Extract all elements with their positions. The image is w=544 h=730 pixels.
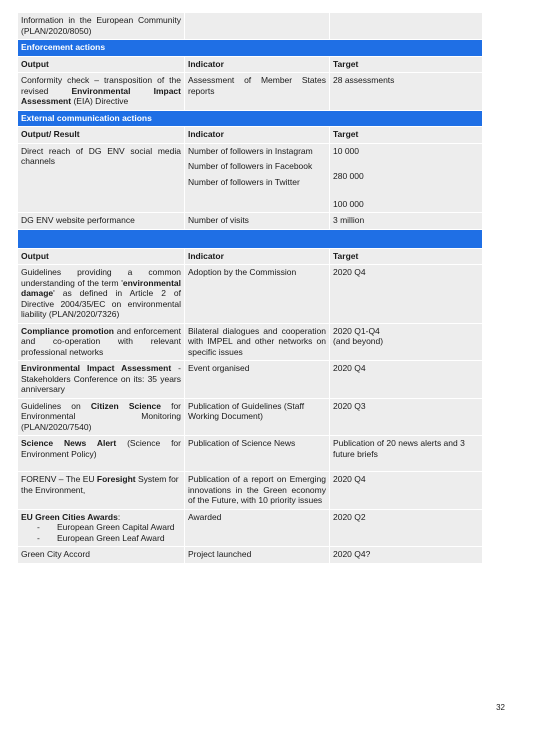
table-row	[18, 323, 483, 361]
output-cell	[18, 436, 185, 472]
target-cell	[330, 323, 483, 361]
target-cell: 28 assessments	[330, 73, 483, 111]
table-row	[18, 436, 483, 472]
table-row	[18, 472, 483, 510]
section-header-external-communication: External communication actions	[18, 110, 483, 127]
col-header-target: Target	[330, 127, 483, 144]
table-row	[18, 361, 483, 399]
target-cell	[330, 143, 483, 213]
page-number: 32	[496, 703, 505, 712]
table-row	[18, 398, 483, 436]
target-line: (and beyond)	[333, 336, 384, 346]
output-bold: Science News Alert	[21, 438, 117, 448]
indicator-cell: Project launched	[185, 547, 330, 564]
output-cell: Information in the European Community (PLAN/2020/8050)	[18, 13, 185, 40]
col-header-target: Target	[330, 248, 483, 265]
target-line: 10 000	[333, 145, 359, 156]
output-text: FORENV – The EU	[21, 474, 97, 484]
col-header-target: Target	[330, 56, 483, 73]
table-row	[18, 73, 483, 111]
table-row	[18, 13, 483, 40]
output-text: Guidelines providing a common understanding of the term '	[21, 267, 181, 288]
list-item: - European Green Capital Award	[21, 522, 181, 533]
column-header-row	[18, 127, 483, 144]
output-text: :	[117, 511, 121, 522]
output-text: and enforcement and co-operation with relevant professional networks	[21, 325, 182, 357]
col-header-indicator: Indicator	[185, 248, 330, 265]
output-cell	[18, 472, 185, 510]
indicator-cell	[185, 13, 330, 40]
target-cell: 3 million	[330, 213, 483, 230]
target-cell: 2020 Q4?	[330, 547, 483, 564]
output-cell	[18, 323, 185, 361]
column-header-row	[18, 56, 483, 73]
target-cell: 2020 Q2	[330, 509, 483, 547]
table-row	[18, 213, 483, 230]
output-text: (Science for Environment Policy)	[21, 438, 181, 459]
indicator-cell: Publication of Guidelines (Staff Working Document)	[185, 398, 330, 436]
table-row	[18, 547, 483, 564]
output-text: Guidelines on	[21, 400, 91, 411]
list-item: - European Green Leaf Award	[21, 533, 181, 544]
target-cell	[330, 13, 483, 40]
output-bold: Foresight	[96, 474, 136, 484]
action-table	[17, 12, 483, 564]
output-text: Conformity check – transposition of the revised	[21, 75, 181, 96]
section-header-row	[18, 110, 483, 127]
col-header-output: Output	[18, 56, 185, 73]
indicator-line: Number of followers in Instagram	[188, 145, 313, 156]
target-cell: 2020 Q4	[330, 265, 483, 324]
indicator-cell: Awarded	[185, 509, 330, 547]
output-text: - Stakeholders Conference on its: 35 years anniversary	[21, 363, 181, 394]
table-row	[18, 265, 483, 324]
target-line: 2020 Q1-Q4	[333, 325, 380, 336]
col-header-indicator: Indicator	[185, 56, 330, 73]
output-bold: EU Green Cities Awards	[21, 511, 118, 522]
indicator-cell: Adoption by the Commission	[185, 265, 330, 324]
output-bold: Compliance promotion	[21, 325, 114, 336]
target-cell: 2020 Q3	[330, 398, 483, 436]
output-text: System for the Environment,	[21, 474, 179, 495]
target-line: 280 000	[333, 171, 364, 181]
indicator-cell: Publication of a report on Emerging innovations in the Green economy of the Future, with 10 priority issues	[185, 472, 330, 510]
section-header-blank	[18, 229, 483, 248]
target-cell: 2020 Q4	[330, 361, 483, 399]
output-cell	[18, 361, 185, 399]
output-text: ' as defined in Article 2 of Directive 2004/35/EC on environmental liability (PLAN/2020/7326)	[21, 288, 181, 319]
indicator-line: Number of followers in Facebook	[188, 161, 313, 171]
output-cell: Green City Accord	[18, 547, 185, 564]
output-bold: Environmental Impact Assessment	[21, 85, 181, 106]
table-row	[18, 143, 483, 213]
output-cell	[18, 398, 185, 436]
column-header-row	[18, 248, 483, 265]
indicator-cell: Number of visits	[185, 213, 330, 230]
awards-list	[21, 522, 181, 543]
target-cell: Publication of 20 news alerts and 3 future briefs	[330, 436, 483, 472]
col-header-output: Output	[18, 248, 185, 265]
output-cell	[18, 265, 185, 324]
table-row	[18, 509, 483, 547]
section-header-row	[18, 40, 483, 57]
indicator-cell: Bilateral dialogues and cooperation with IMPEL and other networks on specific issues	[185, 323, 330, 361]
indicator-cell: Event organised	[185, 361, 330, 399]
output-cell: DG ENV website performance	[18, 213, 185, 230]
output-cell: Direct reach of DG ENV social media channels	[18, 143, 185, 213]
output-cell	[18, 509, 185, 547]
section-header-enforcement: Enforcement actions	[18, 40, 483, 57]
target-cell: 2020 Q4	[330, 472, 483, 510]
section-header-row	[18, 229, 483, 248]
output-bold: environmental damage	[21, 277, 181, 298]
output-cell	[18, 73, 185, 111]
output-text: (EIA) Directive	[71, 96, 129, 106]
indicator-cell: Publication of Science News	[185, 436, 330, 472]
col-header-indicator: Indicator	[185, 127, 330, 144]
target-line: 100 000	[333, 198, 364, 209]
indicator-line: Number of followers in Twitter	[188, 176, 300, 187]
output-text: for Environmental Monitoring (PLAN/2020/7540)	[21, 400, 182, 432]
output-bold: Citizen Science	[90, 400, 161, 411]
col-header-output: Output/ Result	[18, 127, 185, 144]
output-bold: Environmental Impact Assessment	[21, 363, 172, 373]
indicator-cell	[185, 143, 330, 213]
indicator-cell: Assessment of Member States reports	[185, 73, 330, 111]
